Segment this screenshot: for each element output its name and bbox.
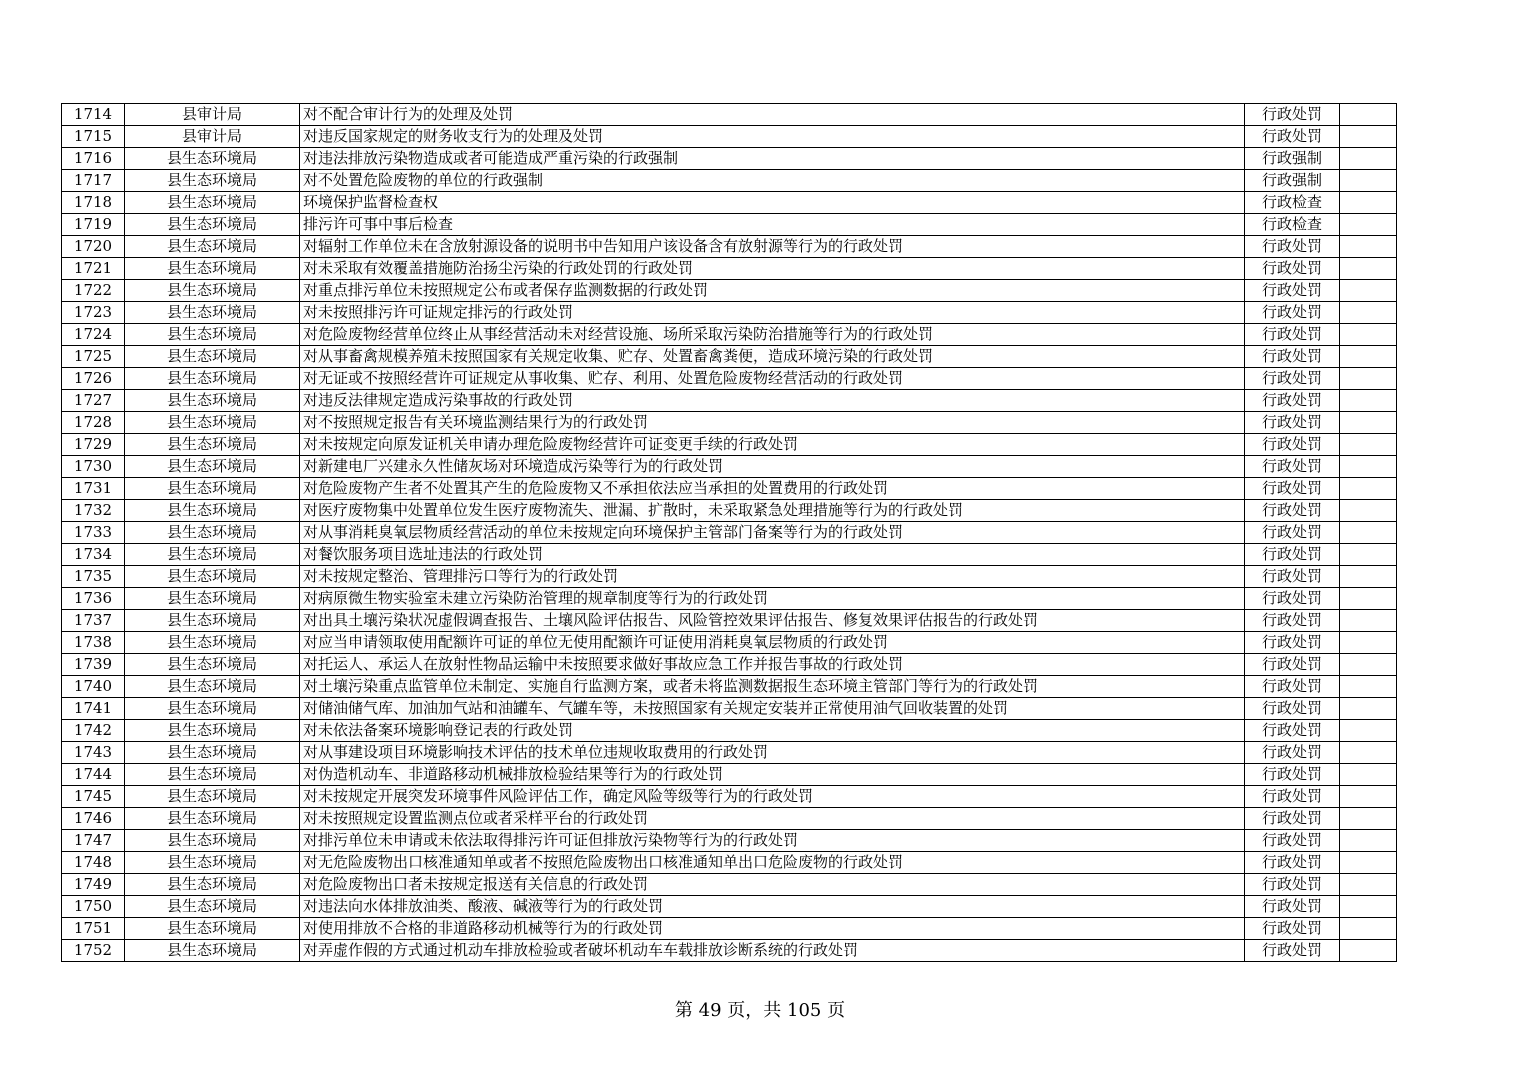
department-cell: 县生态环境局 xyxy=(125,280,300,302)
table-row xyxy=(62,786,1397,808)
item-name-cell: 对未按照规定设置监测点位或者采样平台的行政处罚 xyxy=(300,808,1245,830)
table-row xyxy=(62,104,1397,126)
department-cell: 县生态环境局 xyxy=(125,918,300,940)
note-cell xyxy=(1340,324,1397,346)
table-row xyxy=(62,478,1397,500)
action-type-cell: 行政处罚 xyxy=(1245,918,1340,940)
department-cell: 县生态环境局 xyxy=(125,874,300,896)
row-number-cell: 1727 xyxy=(62,390,125,412)
note-cell xyxy=(1340,676,1397,698)
department-cell: 县生态环境局 xyxy=(125,302,300,324)
table-row xyxy=(62,874,1397,896)
department-cell: 县生态环境局 xyxy=(125,258,300,280)
item-name-cell: 对无危险废物出口核准通知单或者不按照危险废物出口核准通知单出口危险废物的行政处罚 xyxy=(300,852,1245,874)
table-row xyxy=(62,390,1397,412)
table-row xyxy=(62,456,1397,478)
department-cell: 县生态环境局 xyxy=(125,610,300,632)
page-footer: 第 49 页，共 105 页 xyxy=(674,1000,846,1021)
action-type-cell: 行政处罚 xyxy=(1245,566,1340,588)
row-number-cell: 1725 xyxy=(62,346,125,368)
table-row xyxy=(62,412,1397,434)
table-row xyxy=(62,368,1397,390)
row-number-cell: 1751 xyxy=(62,918,125,940)
table-row xyxy=(62,676,1397,698)
row-number-cell: 1729 xyxy=(62,434,125,456)
item-name-cell: 对违反法律规定造成污染事故的行政处罚 xyxy=(300,390,1245,412)
action-type-cell: 行政处罚 xyxy=(1245,368,1340,390)
table-row xyxy=(62,280,1397,302)
item-name-cell: 对托运人、承运人在放射性物品运输中未按照要求做好事故应急工作并报告事故的行政处罚 xyxy=(300,654,1245,676)
note-cell xyxy=(1340,522,1397,544)
row-number-cell: 1716 xyxy=(62,148,125,170)
action-type-cell: 行政处罚 xyxy=(1245,720,1340,742)
item-name-cell: 环境保护监督检查权 xyxy=(300,192,1245,214)
action-type-cell: 行政处罚 xyxy=(1245,874,1340,896)
table-row xyxy=(62,808,1397,830)
department-cell: 县生态环境局 xyxy=(125,786,300,808)
item-name-cell: 对辐射工作单位未在含放射源设备的说明书中告知用户该设备含有放射源等行为的行政处罚 xyxy=(300,236,1245,258)
department-cell: 县生态环境局 xyxy=(125,522,300,544)
action-type-cell: 行政处罚 xyxy=(1245,324,1340,346)
department-cell: 县审计局 xyxy=(125,126,300,148)
note-cell xyxy=(1340,896,1397,918)
note-cell xyxy=(1340,940,1397,962)
item-name-cell: 对无证或不按照经营许可证规定从事收集、贮存、利用、处置危险废物经营活动的行政处罚 xyxy=(300,368,1245,390)
item-name-cell: 对不处置危险废物的单位的行政强制 xyxy=(300,170,1245,192)
row-number-cell: 1714 xyxy=(62,104,125,126)
item-name-cell: 对未采取有效覆盖措施防治扬尘污染的行政处罚的行政处罚 xyxy=(300,258,1245,280)
department-cell: 县生态环境局 xyxy=(125,434,300,456)
action-type-cell: 行政处罚 xyxy=(1245,302,1340,324)
item-name-cell: 对出具土壤污染状况虚假调查报告、土壤风险评估报告、风险管控效果评估报告、修复效果评估报告的行政处罚 xyxy=(300,610,1245,632)
item-name-cell: 对土壤污染重点监管单位未制定、实施自行监测方案，或者未将监测数据报生态环境主管部门等行为的行政处罚 xyxy=(300,676,1245,698)
department-cell: 县生态环境局 xyxy=(125,654,300,676)
action-type-cell: 行政强制 xyxy=(1245,170,1340,192)
department-cell: 县生态环境局 xyxy=(125,368,300,390)
action-type-cell: 行政处罚 xyxy=(1245,500,1340,522)
table-row xyxy=(62,500,1397,522)
action-type-cell: 行政处罚 xyxy=(1245,632,1340,654)
note-cell xyxy=(1340,544,1397,566)
note-cell xyxy=(1340,742,1397,764)
action-type-cell: 行政处罚 xyxy=(1245,236,1340,258)
department-cell: 县生态环境局 xyxy=(125,676,300,698)
item-name-cell: 排污许可事中事后检查 xyxy=(300,214,1245,236)
table-row xyxy=(62,764,1397,786)
table-row xyxy=(62,698,1397,720)
row-number-cell: 1719 xyxy=(62,214,125,236)
row-number-cell: 1720 xyxy=(62,236,125,258)
department-cell: 县生态环境局 xyxy=(125,632,300,654)
table-row xyxy=(62,918,1397,940)
table-row xyxy=(62,214,1397,236)
action-type-cell: 行政处罚 xyxy=(1245,852,1340,874)
row-number-cell: 1739 xyxy=(62,654,125,676)
row-number-cell: 1752 xyxy=(62,940,125,962)
item-name-cell: 对使用排放不合格的非道路移动机械等行为的行政处罚 xyxy=(300,918,1245,940)
row-number-cell: 1740 xyxy=(62,676,125,698)
item-name-cell: 对不按照规定报告有关环境监测结果行为的行政处罚 xyxy=(300,412,1245,434)
table-row xyxy=(62,566,1397,588)
department-cell: 县生态环境局 xyxy=(125,544,300,566)
row-number-cell: 1743 xyxy=(62,742,125,764)
item-name-cell: 对储油储气库、加油加气站和油罐车、气罐车等，未按照国家有关规定安装并正常使用油气回收装置的处罚 xyxy=(300,698,1245,720)
row-number-cell: 1745 xyxy=(62,786,125,808)
department-cell: 县生态环境局 xyxy=(125,500,300,522)
action-type-cell: 行政处罚 xyxy=(1245,522,1340,544)
row-number-cell: 1741 xyxy=(62,698,125,720)
department-cell: 县生态环境局 xyxy=(125,170,300,192)
note-cell xyxy=(1340,654,1397,676)
action-type-cell: 行政处罚 xyxy=(1245,742,1340,764)
note-cell xyxy=(1340,830,1397,852)
item-name-cell: 对应当申请领取使用配额许可证的单位无使用配额许可证使用消耗臭氧层物质的行政处罚 xyxy=(300,632,1245,654)
action-type-cell: 行政处罚 xyxy=(1245,588,1340,610)
note-cell xyxy=(1340,104,1397,126)
item-name-cell: 对未依法备案环境影响登记表的行政处罚 xyxy=(300,720,1245,742)
note-cell xyxy=(1340,412,1397,434)
table-row xyxy=(62,434,1397,456)
table-row xyxy=(62,610,1397,632)
note-cell xyxy=(1340,588,1397,610)
action-type-cell: 行政处罚 xyxy=(1245,808,1340,830)
table-row xyxy=(62,170,1397,192)
department-cell: 县生态环境局 xyxy=(125,896,300,918)
action-type-cell: 行政强制 xyxy=(1245,148,1340,170)
department-cell: 县生态环境局 xyxy=(125,698,300,720)
item-name-cell: 对从事畜禽规模养殖未按照国家有关规定收集、贮存、处置畜禽粪便，造成环境污染的行政处罚 xyxy=(300,346,1245,368)
action-type-cell: 行政处罚 xyxy=(1245,104,1340,126)
department-cell: 县审计局 xyxy=(125,104,300,126)
action-type-cell: 行政处罚 xyxy=(1245,940,1340,962)
note-cell xyxy=(1340,258,1397,280)
note-cell xyxy=(1340,302,1397,324)
table-row xyxy=(62,302,1397,324)
item-name-cell: 对不配合审计行为的处理及处罚 xyxy=(300,104,1245,126)
table-row xyxy=(62,522,1397,544)
item-name-cell: 对病原微生物实验室未建立污染防治管理的规章制度等行为的行政处罚 xyxy=(300,588,1245,610)
department-cell: 县生态环境局 xyxy=(125,588,300,610)
table-row xyxy=(62,544,1397,566)
note-cell xyxy=(1340,698,1397,720)
note-cell xyxy=(1340,192,1397,214)
note-cell xyxy=(1340,500,1397,522)
records-table xyxy=(61,103,1397,962)
action-type-cell: 行政处罚 xyxy=(1245,346,1340,368)
action-type-cell: 行政处罚 xyxy=(1245,610,1340,632)
department-cell: 县生态环境局 xyxy=(125,566,300,588)
row-number-cell: 1744 xyxy=(62,764,125,786)
note-cell xyxy=(1340,808,1397,830)
department-cell: 县生态环境局 xyxy=(125,346,300,368)
action-type-cell: 行政处罚 xyxy=(1245,654,1340,676)
item-name-cell: 对重点排污单位未按照规定公布或者保存监测数据的行政处罚 xyxy=(300,280,1245,302)
row-number-cell: 1724 xyxy=(62,324,125,346)
table-row xyxy=(62,654,1397,676)
row-number-cell: 1733 xyxy=(62,522,125,544)
note-cell xyxy=(1340,632,1397,654)
row-number-cell: 1735 xyxy=(62,566,125,588)
item-name-cell: 对违法排放污染物造成或者可能造成严重污染的行政强制 xyxy=(300,148,1245,170)
action-type-cell: 行政处罚 xyxy=(1245,456,1340,478)
department-cell: 县生态环境局 xyxy=(125,214,300,236)
row-number-cell: 1746 xyxy=(62,808,125,830)
row-number-cell: 1738 xyxy=(62,632,125,654)
action-type-cell: 行政处罚 xyxy=(1245,390,1340,412)
table-row xyxy=(62,742,1397,764)
department-cell: 县生态环境局 xyxy=(125,324,300,346)
action-type-cell: 行政处罚 xyxy=(1245,764,1340,786)
item-name-cell: 对弄虚作假的方式通过机动车排放检验或者破坏机动车车载排放诊断系统的行政处罚 xyxy=(300,940,1245,962)
note-cell xyxy=(1340,918,1397,940)
row-number-cell: 1718 xyxy=(62,192,125,214)
item-name-cell: 对未按规定开展突发环境事件风险评估工作，确定风险等级等行为的行政处罚 xyxy=(300,786,1245,808)
row-number-cell: 1734 xyxy=(62,544,125,566)
action-type-cell: 行政处罚 xyxy=(1245,258,1340,280)
item-name-cell: 对新建电厂兴建永久性储灰场对环境造成污染等行为的行政处罚 xyxy=(300,456,1245,478)
action-type-cell: 行政检查 xyxy=(1245,192,1340,214)
table-row xyxy=(62,324,1397,346)
action-type-cell: 行政处罚 xyxy=(1245,434,1340,456)
row-number-cell: 1742 xyxy=(62,720,125,742)
department-cell: 县生态环境局 xyxy=(125,830,300,852)
note-cell xyxy=(1340,874,1397,896)
table-row xyxy=(62,346,1397,368)
table-row xyxy=(62,852,1397,874)
note-cell xyxy=(1340,786,1397,808)
item-name-cell: 对危险废物产生者不处置其产生的危险废物又不承担依法应当承担的处置费用的行政处罚 xyxy=(300,478,1245,500)
item-name-cell: 对危险废物出口者未按规定报送有关信息的行政处罚 xyxy=(300,874,1245,896)
row-number-cell: 1747 xyxy=(62,830,125,852)
note-cell xyxy=(1340,236,1397,258)
note-cell xyxy=(1340,214,1397,236)
row-number-cell: 1726 xyxy=(62,368,125,390)
action-type-cell: 行政处罚 xyxy=(1245,280,1340,302)
item-name-cell: 对餐饮服务项目选址违法的行政处罚 xyxy=(300,544,1245,566)
action-type-cell: 行政处罚 xyxy=(1245,126,1340,148)
note-cell xyxy=(1340,148,1397,170)
row-number-cell: 1748 xyxy=(62,852,125,874)
department-cell: 县生态环境局 xyxy=(125,852,300,874)
row-number-cell: 1732 xyxy=(62,500,125,522)
department-cell: 县生态环境局 xyxy=(125,148,300,170)
row-number-cell: 1721 xyxy=(62,258,125,280)
item-name-cell: 对排污单位未申请或未依法取得排污许可证但排放污染物等行为的行政处罚 xyxy=(300,830,1245,852)
note-cell xyxy=(1340,610,1397,632)
department-cell: 县生态环境局 xyxy=(125,456,300,478)
table-row xyxy=(62,588,1397,610)
table-row xyxy=(62,148,1397,170)
row-number-cell: 1750 xyxy=(62,896,125,918)
row-number-cell: 1715 xyxy=(62,126,125,148)
department-cell: 县生态环境局 xyxy=(125,940,300,962)
action-type-cell: 行政处罚 xyxy=(1245,544,1340,566)
note-cell xyxy=(1340,566,1397,588)
action-type-cell: 行政处罚 xyxy=(1245,676,1340,698)
note-cell xyxy=(1340,434,1397,456)
action-type-cell: 行政处罚 xyxy=(1245,830,1340,852)
table-row xyxy=(62,192,1397,214)
table-row xyxy=(62,720,1397,742)
item-name-cell: 对从事建设项目环境影响技术评估的技术单位违规收取费用的行政处罚 xyxy=(300,742,1245,764)
row-number-cell: 1736 xyxy=(62,588,125,610)
action-type-cell: 行政处罚 xyxy=(1245,478,1340,500)
note-cell xyxy=(1340,852,1397,874)
table-row xyxy=(62,896,1397,918)
department-cell: 县生态环境局 xyxy=(125,720,300,742)
item-name-cell: 对违法向水体排放油类、酸液、碱液等行为的行政处罚 xyxy=(300,896,1245,918)
item-name-cell: 对未按规定整治、管理排污口等行为的行政处罚 xyxy=(300,566,1245,588)
table-row xyxy=(62,830,1397,852)
row-number-cell: 1723 xyxy=(62,302,125,324)
row-number-cell: 1717 xyxy=(62,170,125,192)
row-number-cell: 1722 xyxy=(62,280,125,302)
note-cell xyxy=(1340,764,1397,786)
row-number-cell: 1749 xyxy=(62,874,125,896)
records-table-body xyxy=(62,104,1397,962)
note-cell xyxy=(1340,280,1397,302)
row-number-cell: 1737 xyxy=(62,610,125,632)
note-cell xyxy=(1340,368,1397,390)
action-type-cell: 行政处罚 xyxy=(1245,896,1340,918)
item-name-cell: 对危险废物经营单位终止从事经营活动未对经营设施、场所采取污染防治措施等行为的行政处罚 xyxy=(300,324,1245,346)
department-cell: 县生态环境局 xyxy=(125,742,300,764)
action-type-cell: 行政处罚 xyxy=(1245,786,1340,808)
note-cell xyxy=(1340,390,1397,412)
department-cell: 县生态环境局 xyxy=(125,192,300,214)
note-cell xyxy=(1340,126,1397,148)
department-cell: 县生态环境局 xyxy=(125,412,300,434)
department-cell: 县生态环境局 xyxy=(125,236,300,258)
department-cell: 县生态环境局 xyxy=(125,390,300,412)
item-name-cell: 对从事消耗臭氧层物质经营活动的单位未按规定向环境保护主管部门备案等行为的行政处罚 xyxy=(300,522,1245,544)
row-number-cell: 1728 xyxy=(62,412,125,434)
action-type-cell: 行政检查 xyxy=(1245,214,1340,236)
item-name-cell: 对违反国家规定的财务收支行为的处理及处罚 xyxy=(300,126,1245,148)
item-name-cell: 对未按规定向原发证机关申请办理危险废物经营许可证变更手续的行政处罚 xyxy=(300,434,1245,456)
note-cell xyxy=(1340,170,1397,192)
item-name-cell: 对医疗废物集中处置单位发生医疗废物流失、泄漏、扩散时，未采取紧急处理措施等行为的行政处罚 xyxy=(300,500,1245,522)
department-cell: 县生态环境局 xyxy=(125,478,300,500)
item-name-cell: 对未按照排污许可证规定排污的行政处罚 xyxy=(300,302,1245,324)
note-cell xyxy=(1340,456,1397,478)
table-row xyxy=(62,236,1397,258)
note-cell xyxy=(1340,478,1397,500)
item-name-cell: 对伪造机动车、非道路移动机械排放检验结果等行为的行政处罚 xyxy=(300,764,1245,786)
department-cell: 县生态环境局 xyxy=(125,764,300,786)
department-cell: 县生态环境局 xyxy=(125,808,300,830)
note-cell xyxy=(1340,720,1397,742)
row-number-cell: 1730 xyxy=(62,456,125,478)
table-row xyxy=(62,632,1397,654)
action-type-cell: 行政处罚 xyxy=(1245,698,1340,720)
row-number-cell: 1731 xyxy=(62,478,125,500)
note-cell xyxy=(1340,346,1397,368)
table-row xyxy=(62,258,1397,280)
table-row xyxy=(62,940,1397,962)
action-type-cell: 行政处罚 xyxy=(1245,412,1340,434)
table-row xyxy=(62,126,1397,148)
